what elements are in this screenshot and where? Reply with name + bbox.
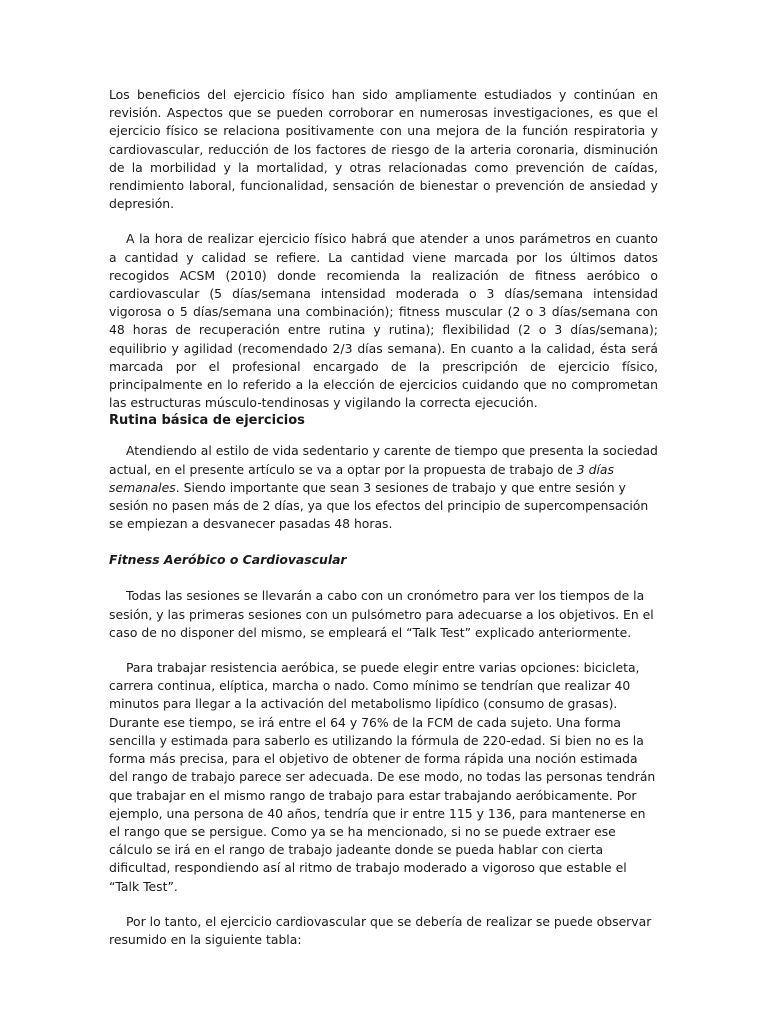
paragraph-parameters: A la hora de realizar ejercicio físico habrá que atender a unos parámetros en cuanto a cantidad y calidad se refiere. La cantidad viene marcada por los últimos datos recogidos ACSM (2010) donde recomienda la realización de fitness aeróbico o cardiovascular (5 días/semana intensidad moderada o 3 días/semana intensidad vigorosa o 5 días/semana una combinación); fitness muscular (2 o 3 días/semana con 48 horas de recuperación entre rutina y rutina); flexibilidad (2 o 3 días/semana); equilibrio y agilidad (recomendado 2/3 días semana). En cuanto a la calidad, ésta será marcada por el profesional encargado de la prescripción de ejercicio físico, principalmente en lo referido a la elección de ejercicios cuidando que no comprometan las estructuras músculo-tendinosas y vigilando la correcta ejecución. [109, 231, 658, 411]
routine-text-end: . Siendo importante que sean 3 sesiones de trabajo y que entre sesión y sesión no pasen más de 2 días, ya que los efectos del principio de supercompensación se empiezan a desvanecer pasadas 48 horas. [109, 479, 649, 532]
paragraph-benefits: Los beneficios del ejercicio físico han sido ampliamente estudiados y continúan en revisión. Aspectos que se pueden corroborar en numerosas investigaciones, es que el ejercicio físico se relaciona positivamente con una mejora de la función respiratoria y cardiovascular, reducción de los factores de riesgo de la arteria coronaria, disminución de la morbilidad y la mortalidad, y otras relacionadas como prevención de caídas, rendimiento laboral, funcionalidad, sensación de bienestar o prevención de ansiedad y depresión. [109, 87, 658, 212]
paragraph-routine [109, 442, 658, 533]
paragraph-table-intro: Por lo tanto, el ejercicio cardiovascular que se debería de realizar se puede observar resumido en la siguiente tabla: [109, 913, 652, 947]
paragraph-sessions: Todas las sesiones se llevarán a cabo con un cronómetro para ver los tiempos de la sesión, y las primeras sesiones con un pulsómetro para adecuarse a los objetivos. En el caso de no disponer del mismo, se empleará el “Talk Test” explicado anteriormente. [109, 588, 654, 640]
paragraph-aerobic: Para trabajar resistencia aeróbica, se puede elegir entre varias opciones: bicicleta, carrera continua, elíptica, marcha o nado. Como mínimo se tendrían que realizar 40 minutos para llegar a la activación del metabolismo lipídico (consumo de grasas). Durante ese tiempo, se irá entre el 64 y 76% de la FCM de cada sujeto. Una forma sencilla y estimada para saberlo es utilizando la fórmula de 220-edad. Si bien no es la forma más precisa, para el objetivo de obtener de forma rápida una noción estimada del rango de trabajo parece ser adecuada. De ese modo, no todas las personas tendrán que trabajar en el mismo rango de trabajo para estar trabajando aeróbicamente. Por ejemplo, una persona de 40 años, tendría que ir entre 115 y 136, para mantenerse en el rango que se persigue. Como ya se ha mencionado, si no se puede extraer ese cálculo se irá en el rango de trabajo jadeante donde se pueda hablar con cierta dificultad, respondiendo así al ritmo de trabajo moderado a vigoroso que estable el “Talk Test”. [109, 660, 656, 894]
routine-text-start: Atendiendo al estilo de vida sedentario y carente de tiempo que presenta la sociedad actual, en el presente artículo se va a optar por la propuesta de trabajo de [109, 443, 658, 477]
routine-emphasis: 3 días semanales [109, 461, 614, 495]
document-page [109, 86, 658, 949]
subsection-heading: Fitness Aeróbico o Cardiovascular [109, 552, 347, 568]
section-heading: Rutina básica de ejercicios [109, 413, 305, 429]
